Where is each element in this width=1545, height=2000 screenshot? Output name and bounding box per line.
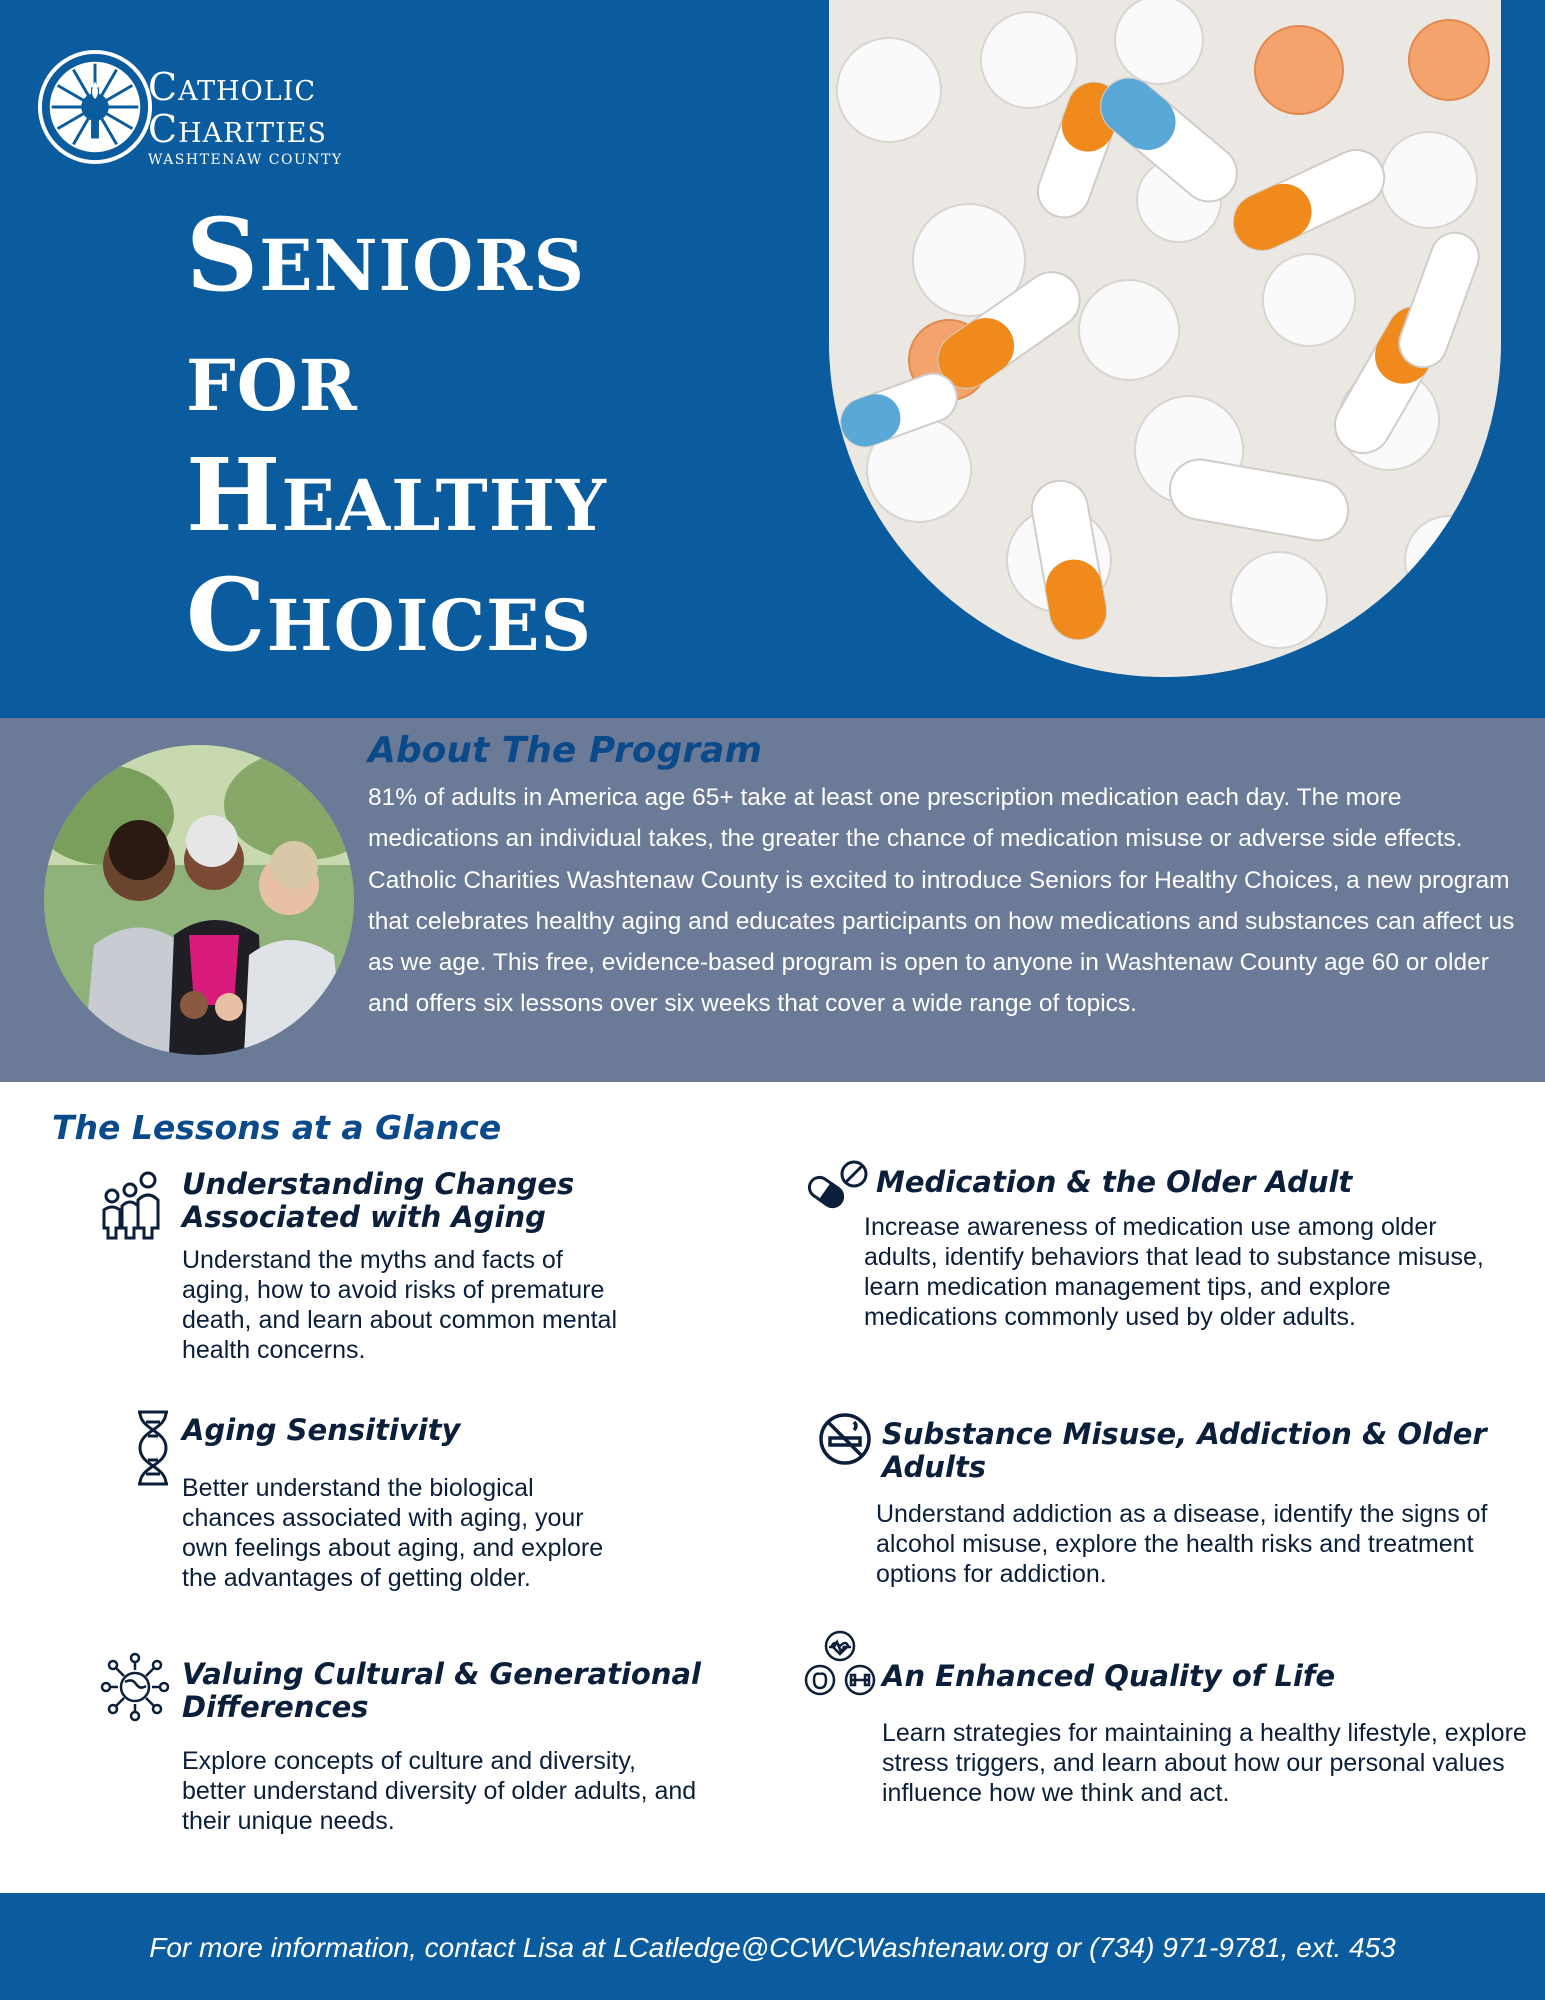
logo-line-charities: Charities	[148, 107, 327, 151]
lesson-body-aging-changes: Understand the myths and facts of aging, how to avoid risks of premature death, and learn about common mental health concerns.	[182, 1246, 617, 1364]
lesson-title-aging-changes	[182, 1168, 574, 1234]
lesson-body-cultural-differences: Explore concepts of culture and diversity, better understand diversity of older adults, and their unique needs.	[182, 1747, 697, 1835]
lesson-title-line: Differences	[182, 1690, 369, 1724]
lesson-title-line: Aging Sensitivity	[182, 1413, 461, 1447]
pills-photo	[829, 0, 1501, 677]
contact-info: For more information, contact Lisa at LCatledge@CCWCWashtenaw.org or (734) 971-9781, ext. 453	[149, 1932, 1396, 1963]
lesson-title-line: Medication & the Older Adult	[876, 1165, 1353, 1199]
lesson-body-aging-sensitivity: Better understand the biological chances associated with aging, your own feelings about aging, and explore the advantages of getting older.	[182, 1474, 604, 1592]
wellness-icon	[804, 1630, 876, 1702]
lesson-title-medication	[876, 1166, 1352, 1199]
lesson-body-substance-misuse: Understand addiction as a disease, identify the signs of alcohol misuse, explore the health risks and treatment options for addiction.	[876, 1500, 1488, 1588]
lesson-title-line: An Enhanced Quality of Life	[882, 1659, 1336, 1693]
title-line-2: for	[186, 316, 358, 434]
dna-icon	[136, 1410, 170, 1486]
title-line-4: Choices	[186, 556, 593, 674]
lesson-title-substance-misuse	[882, 1418, 1487, 1484]
about-body: 81% of adults in America age 65+ take at least one prescription medication each day. The more medications an individual takes, the greater the chance of medication misuse or adverse side effects. Catholic Charities Washtenaw County is excited to introduce Seniors for Healthy Choices, a new program that celebrates healthy aging and educates participants on how medications and substances can affect us as we age. This free, evidence-based program is open to anyone in Washtenaw County age 60 or older and offers six lessons over six weeks that cover a wide range of topics.	[368, 784, 1515, 1018]
logo-line-county: WASHTENAW COUNTY	[148, 152, 343, 168]
globe-people-icon	[100, 1652, 170, 1722]
lessons-heading: The Lessons at a Glance	[52, 1108, 502, 1147]
logo-wordmark	[148, 66, 343, 168]
lesson-body-medication: Increase awareness of medication use among older adults, identify behaviors that lead to substance misuse, learn medication management tips, and explore medications commonly used by older adults.	[864, 1213, 1484, 1331]
logo-sunburst-icon	[36, 48, 154, 166]
family-icon	[100, 1170, 166, 1240]
about-heading: About The Program	[368, 730, 762, 771]
title-line-1: Seniors	[186, 196, 586, 314]
pills-illustration	[829, 0, 1501, 677]
lesson-title-line: Associated with Aging	[182, 1200, 546, 1234]
logo-line-catholic: Catholic	[148, 65, 317, 109]
title-line-3: Healthy	[186, 436, 607, 554]
catholic-charities-logo	[36, 48, 366, 178]
pills-icon	[806, 1160, 870, 1212]
seniors-illustration	[44, 745, 354, 1055]
no-smoking-icon	[818, 1412, 872, 1466]
lesson-title-line: Valuing Cultural & Generational	[182, 1657, 701, 1691]
lesson-title-quality-of-life	[882, 1660, 1335, 1693]
lesson-title-line: Adults	[882, 1450, 987, 1484]
page-title	[186, 195, 607, 675]
lesson-title-cultural-differences	[182, 1658, 701, 1724]
lesson-title-line: Understanding Changes	[182, 1167, 575, 1201]
lesson-title-line: Substance Misuse, Addiction & Older	[882, 1417, 1487, 1451]
lesson-body-quality-of-life: Learn strategies for maintaining a healthy lifestyle, explore stress triggers, and learn about how our personal values influence how we think and act.	[882, 1719, 1527, 1807]
seniors-photo	[44, 745, 354, 1055]
lesson-title-aging-sensitivity	[182, 1414, 460, 1447]
